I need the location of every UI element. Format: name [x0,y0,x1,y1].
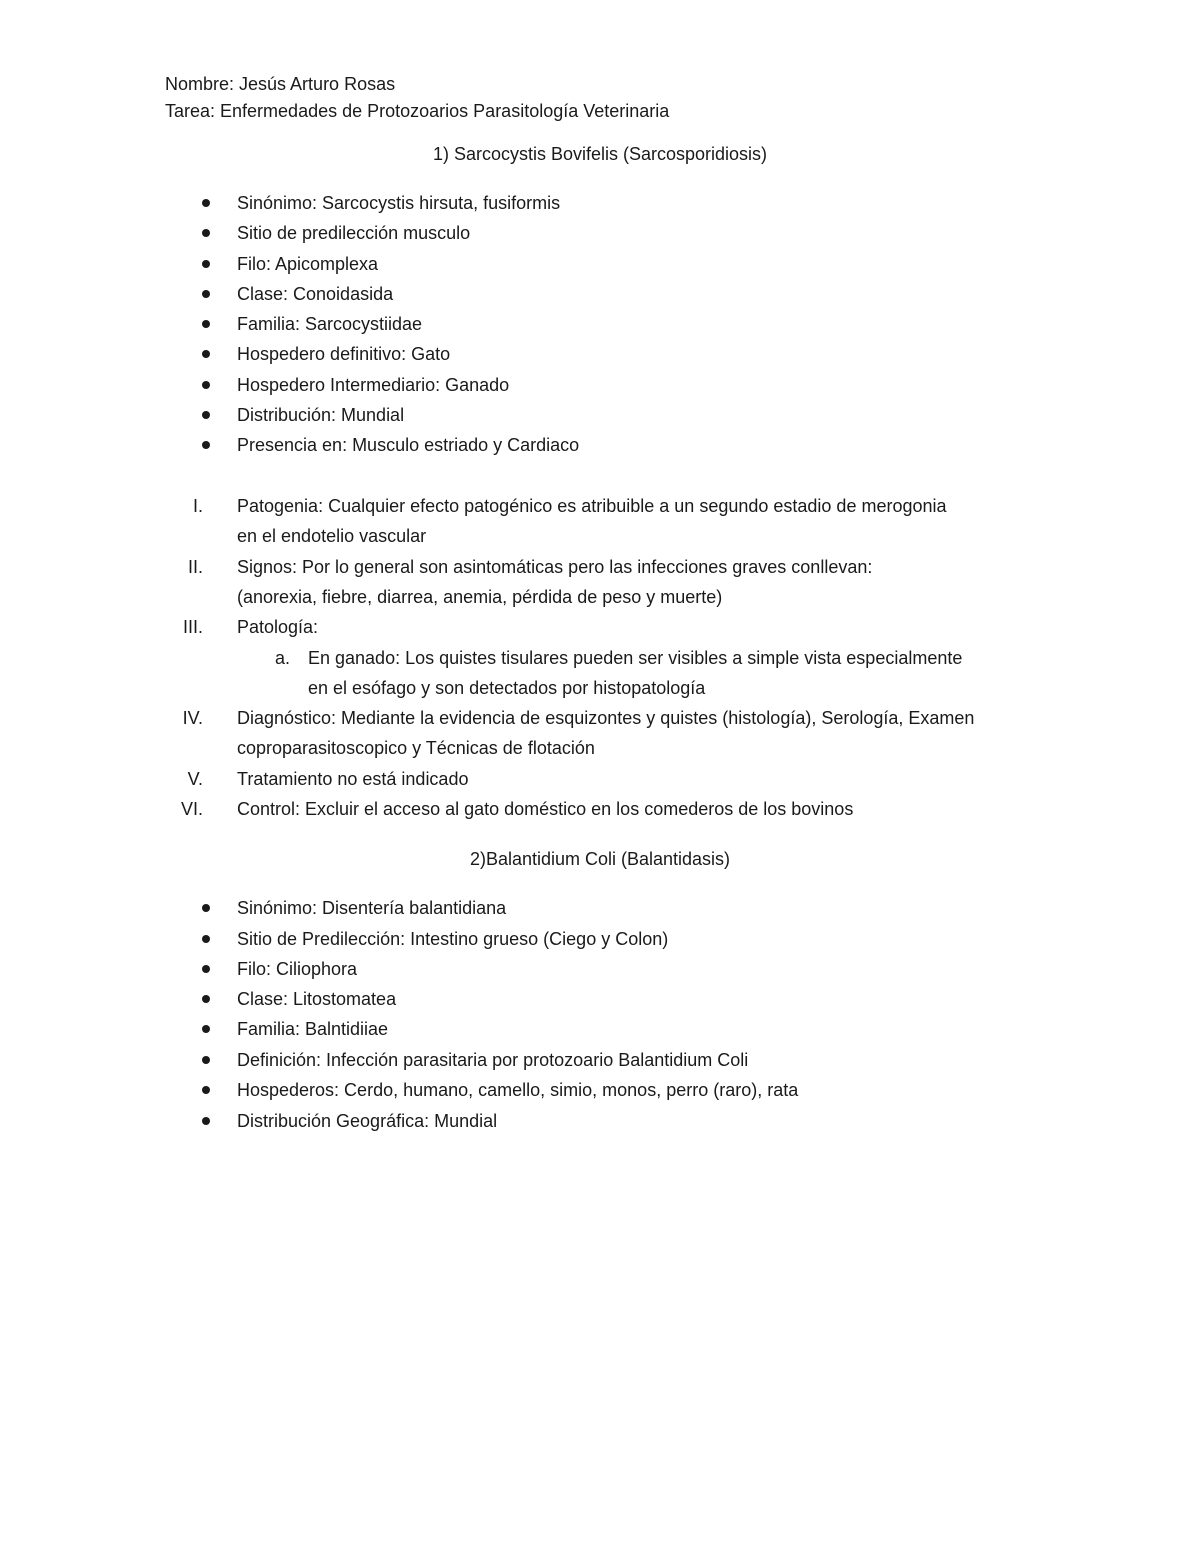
section-1-title: 1) Sarcocystis Bovifelis (Sarcosporidiosis) [432,144,768,164]
list-number: VI. [180,799,203,819]
bullet-icon [202,199,210,207]
list-item-continuation: (anorexia, fiebre, diarrea, anemia, pérdida de peso y muerte) [237,587,723,607]
bullet-icon [202,1117,210,1125]
list-item: Familia: Sarcocystiidae [237,314,423,334]
sub-list-letter: a. [274,648,290,668]
list-item: Sitio de predilección musculo [237,223,471,243]
bullet-icon [202,411,210,419]
list-item: Clase: Conoidasida [237,284,394,304]
bullet-icon [202,320,210,328]
list-item: Distribución: Mundial [237,405,405,425]
list-item-continuation: coproparasitoscopico y Técnicas de flotación [237,738,595,758]
list-item: Hospederos: Cerdo, humano, camello, simio, monos, perro (raro), rata [237,1080,799,1100]
list-item: Control: Excluir el acceso al gato doméstico en los comederos de los bovinos [237,799,854,819]
bullet-icon [202,1056,210,1064]
list-item: Signos: Por lo general son asintomáticas pero las infecciones graves conllevan: [237,557,873,577]
sub-list-item: En ganado: Los quistes tisulares pueden ser visibles a simple vista especialmente [308,648,963,668]
list-item: Sinónimo: Sarcocystis hirsuta, fusiformis [237,193,561,213]
list-number: I. [192,496,203,516]
sub-list-item-continuation: en el esófago y son detectados por histopatología [308,678,706,698]
list-item: Sinónimo: Disentería balantidiana [237,898,507,918]
list-number: IV. [182,708,203,728]
list-number: V. [187,769,203,789]
bullet-icon [202,904,210,912]
list-item: Hospedero definitivo: Gato [237,344,451,364]
list-item: Clase: Litostomatea [237,989,397,1009]
list-number: III. [182,617,203,637]
list-item: Patología: [237,617,319,637]
assignment-title: Tarea: Enfermedades de Protozoarios Parasitología Veterinaria [165,101,670,121]
section-2-title: 2)Balantidium Coli (Balantidasis) [469,849,731,869]
list-item: Sitio de Predilección: Intestino grueso (Ciego y Colon) [237,929,669,949]
bullet-icon [202,441,210,449]
bullet-icon [202,965,210,973]
bullet-icon [202,995,210,1003]
bullet-icon [202,1025,210,1033]
list-item: Distribución Geográfica: Mundial [237,1111,498,1131]
bullet-icon [202,350,210,358]
list-number: II. [187,557,203,577]
bullet-icon [202,229,210,237]
list-item: Filo: Ciliophora [237,959,358,979]
bullet-icon [202,1086,210,1094]
list-item: Filo: Apicomplexa [237,254,379,274]
list-item: Patogenia: Cualquier efecto patogénico es atribuible a un segundo estadio de merogonia [237,496,947,516]
list-item: Familia: Balntidiiae [237,1019,389,1039]
list-item: Diagnóstico: Mediante la evidencia de esquizontes y quistes (histología), Serología, Examen [237,708,975,728]
student-name: Nombre: Jesús Arturo Rosas [165,74,396,94]
list-item: Presencia en: Musculo estriado y Cardiaco [237,435,580,455]
bullet-icon [202,381,210,389]
list-item: Hospedero Intermediario: Ganado [237,375,510,395]
bullet-icon [202,935,210,943]
list-item-continuation: en el endotelio vascular [237,526,427,546]
bullet-icon [202,260,210,268]
bullet-icon [202,290,210,298]
list-item: Definición: Infección parasitaria por protozoario Balantidium Coli [237,1050,749,1070]
list-item: Tratamiento no está indicado [237,769,469,789]
